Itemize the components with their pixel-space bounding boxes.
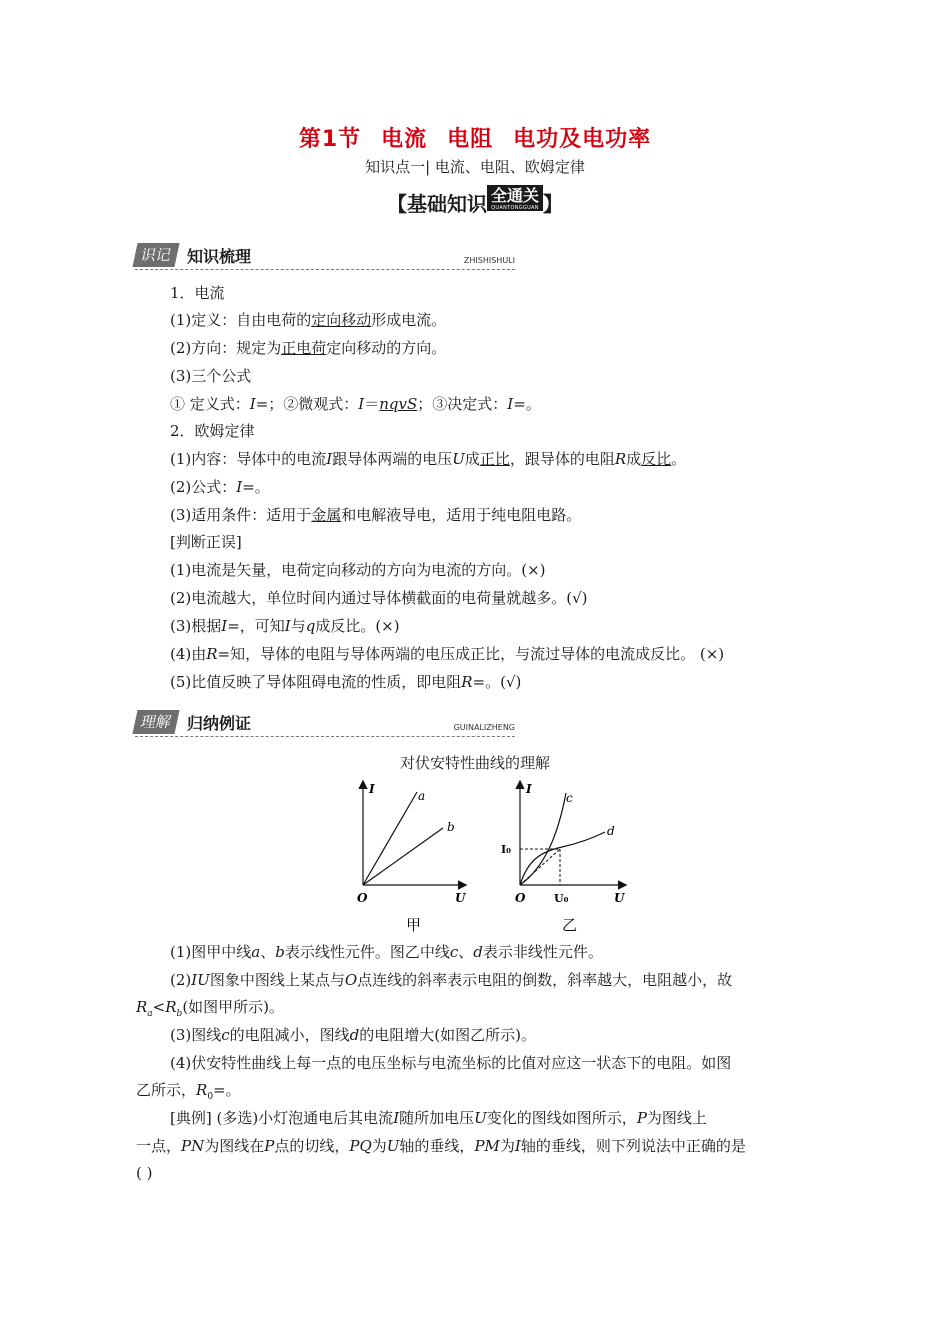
example-line [136,1136,746,1156]
banner-left: 【基础知识 [386,192,487,216]
var: R [206,645,218,663]
title-part: 第1节 [298,127,362,152]
text-line: [判断正误] [170,533,242,551]
var: d [349,1026,360,1044]
page-title [0,122,950,153]
text: 变化的图线如图所示， [486,1109,637,1127]
text: [典例] (多选)小灯泡通电后其电流 [170,1109,394,1127]
banner-highlight-text: 全通关 [490,186,539,205]
text: 、 [260,943,276,961]
text: 表示非线性元件。 [482,943,603,961]
text: (2) [170,971,192,989]
note-line [170,1025,536,1045]
text: 为 [499,1137,515,1155]
answer-bracket: ( ) [136,1164,153,1182]
text: 随所加电压 [399,1109,475,1127]
var: I [236,478,243,496]
text: 与 [290,617,306,635]
figure-label-yi: 乙 [562,916,578,934]
var: R [461,673,473,691]
axis-u-label: U [455,891,466,905]
text-line: (3)三个公式 [170,367,252,385]
text-line [170,477,270,497]
var: U [474,1109,487,1127]
var: I [393,1109,400,1127]
text-line [170,310,446,330]
answer-underline: nqvS [379,395,418,413]
section-header-guinalizheng [135,710,515,734]
axis-i-label: I [369,782,375,796]
text: 成反比。(×) [315,617,400,635]
note-line [170,942,603,962]
text-line [170,505,581,525]
text: 跟导体两端的电压 [332,450,453,468]
text: 点的切线， [274,1137,350,1155]
var: I [326,450,333,468]
text: 的电阻增大(如图乙所示)。 [359,1026,536,1044]
judgement-item: (1)电流是矢量，电荷定向移动的方向为电流的方向。(×) [170,561,546,579]
text: (5)比值反映了导体阻碍电流的性质，即电阻 [170,673,462,691]
banner-highlight-pinyin: QUANTONGGUAN [491,205,539,211]
figure-caption: 对伏安特性曲线的理解 [399,754,550,772]
var: I [514,1137,521,1155]
var: O [344,971,358,989]
var: I [507,395,514,413]
var: R [136,998,148,1016]
var: U [386,1137,400,1155]
section-header-zhishishuli [135,243,515,267]
judgement-item [170,672,521,692]
knowledge-point-subtitle: 知识点一| 电流、电阻、欧姆定律 [365,158,585,176]
var: I [249,395,256,413]
text: (1)内容：导体中的电流 [170,450,327,468]
answer-underline: 反比 [641,450,672,468]
var: a [147,1009,153,1019]
var: c [449,943,459,961]
var: a [251,943,261,961]
answer-underline: 定向移动 [311,311,372,329]
section-tag: 理解 [132,710,179,734]
line-b-label: b [447,820,455,834]
text: =，可知 [227,617,285,635]
u0-label: U₀ [554,892,569,905]
text: 和电解液导电，适用于纯电阻电路。 [341,506,582,524]
text: (如图甲所示)。 [182,998,285,1016]
judgement-item [170,616,400,636]
text: =。(√) [472,673,522,691]
text: 乙所示， [136,1081,197,1099]
text: ＝ [364,395,380,413]
figure-label-jia: 甲 [406,916,422,934]
banner-highlight [487,185,543,211]
banner-right: 】 [543,192,563,216]
var: R [614,450,627,468]
var: U [452,450,465,468]
text: =。 [213,1081,241,1099]
var: q [305,617,316,635]
i0-label: I₀ [501,843,511,856]
text: 成 [464,450,480,468]
var: PM [474,1137,500,1155]
answer-underline: 正比 [479,450,510,468]
line-b [363,828,443,885]
section-name: 知识梳理 [187,247,252,266]
text: < [152,998,166,1016]
text: ① 定义式： [170,395,250,413]
subscript: 0 [207,1092,214,1102]
text: =；②微观式： [255,395,359,413]
text-line: 1．电流 [170,284,225,302]
title-part: 电阻 [447,127,494,152]
judgement-item [170,644,724,664]
text: (2)公式： [170,478,237,496]
var: R [196,1081,208,1099]
text: 为 [371,1137,387,1155]
var: b [176,1009,183,1019]
section-pinyin: GUINALIZHENG [453,723,515,732]
text: =。 [242,478,270,496]
answer-underline: 金属 [311,506,342,524]
curve-d [520,832,605,885]
text: =知，导体的电阻与导体两端的电压成正比，与流过导体的电流成反比。 (×) [217,645,725,663]
text: =。 [513,395,541,413]
text: (3)适用条件：适用于 [170,506,312,524]
note-line [136,997,284,1024]
text: (3)根据 [170,617,222,635]
var: P [636,1109,647,1127]
var: IU [191,971,210,989]
var: I [284,617,291,635]
section-rule [135,736,515,737]
text: 图象中图线上某点与 [209,971,345,989]
text: (3)图线 [170,1026,222,1044]
text: 的电阻减小，图线 [229,1026,350,1044]
var: PQ [349,1137,372,1155]
text: ，跟导体的电阻 [509,450,615,468]
iu-curves-figure [340,775,640,935]
section-pinyin: ZHISHISHULI [463,256,515,265]
text: 点连线的斜率表示电阻的倒数，斜率越大，电阻越小，故 [357,971,733,989]
section-rule [135,269,515,270]
text: 成 [626,450,642,468]
text: (1)定义：自由电荷的 [170,311,312,329]
text: 定向移动的方向。 [326,339,447,357]
var: d [473,943,483,961]
section-name: 归纳例证 [187,714,252,733]
title-part: 电功及电功率 [513,127,652,152]
curve-c-label: c [566,791,573,805]
text: 、 [458,943,474,961]
judgement-item: (2)电流越大，单位时间内通过导体横截面的电荷量就越多。(√) [170,589,588,607]
answer-underline: 正电荷 [281,339,327,357]
section-tag: 识记 [132,243,179,267]
var: PN [181,1137,205,1155]
line-a [363,792,417,885]
text: (4)由 [170,645,207,663]
line-a-label: a [418,789,426,803]
text: ；③决定式： [417,395,508,413]
var: b [275,943,285,961]
section-banner [0,185,950,217]
var: I [221,617,228,635]
axis-u-label: U [614,891,625,905]
var: P [264,1137,275,1155]
origin-label: O [515,891,526,905]
text: 表示线性元件。图乙中线 [284,943,450,961]
text-line [170,394,541,414]
text: 。 [671,450,687,468]
text: 轴的垂线，则下列说法中正确的是 [520,1137,746,1155]
example-line [170,1108,707,1128]
text-line [170,338,446,358]
text: 为图线上 [646,1109,707,1127]
var: I [358,395,365,413]
note-line [136,1080,241,1107]
var: R [165,998,177,1016]
text: (1)图甲中线 [170,943,252,961]
text: 形成电流。 [371,311,447,329]
text-line [170,449,686,469]
text-line: 2．欧姆定律 [170,422,255,440]
note-line: (4)伏安特性曲线上每一点的电压坐标与电流坐标的比值对应这一状态下的电阻。如图 [170,1054,732,1072]
origin-label: O [357,891,368,905]
axis-i-label: I [526,782,532,796]
text: 轴的垂线， [399,1137,475,1155]
text: 一点， [136,1137,182,1155]
curve-d-label: d [607,824,615,838]
curve-c [520,793,566,885]
note-line [170,970,732,990]
text: (2)方向：规定为 [170,339,282,357]
var: c [221,1026,230,1044]
title-part: 电流 [381,127,428,152]
text: 为图线在 [204,1137,265,1155]
